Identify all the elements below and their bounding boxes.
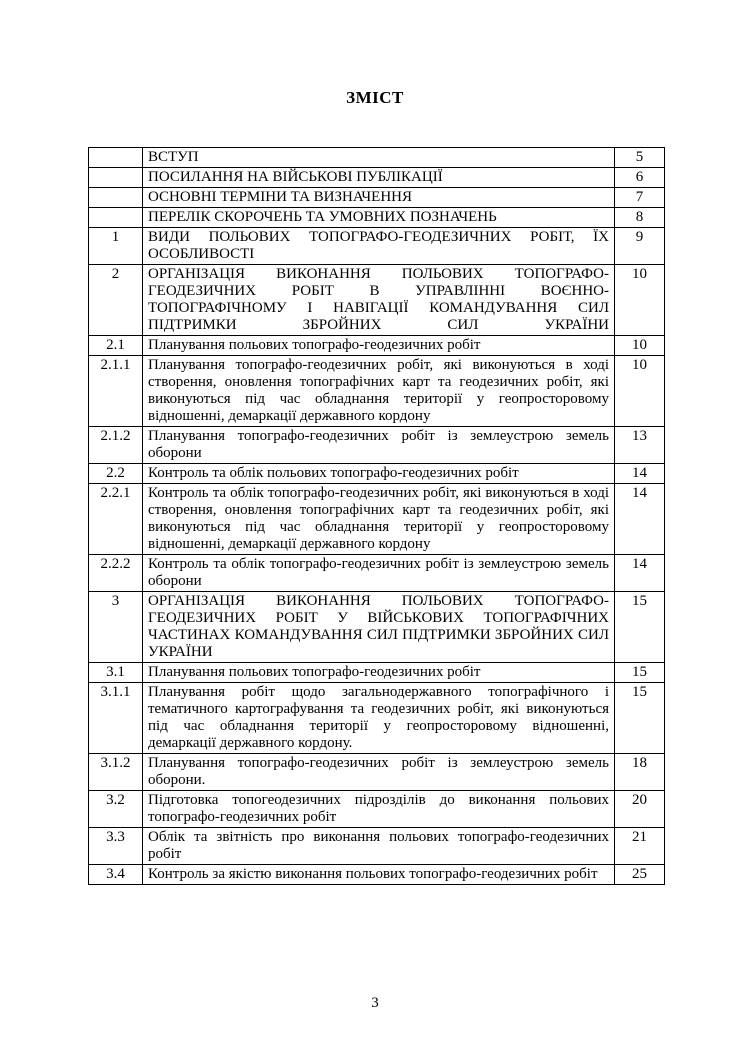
toc-row (89, 427, 665, 464)
toc-number: 2.2 (89, 464, 143, 484)
toc-number: 2.1 (89, 336, 143, 356)
toc-title: Облік та звітність про виконання польових топографо-геодезичних робіт (143, 828, 615, 865)
toc-row (89, 188, 665, 208)
toc-row (89, 265, 665, 336)
toc-number: 2.1.2 (89, 427, 143, 464)
toc-title: Контроль за якістю виконання польових топографо-геодезичних робіт (143, 865, 615, 885)
page-title: ЗМІСТ (346, 88, 404, 107)
toc-title: ПОСИЛАННЯ НА ВІЙСЬКОВІ ПУБЛІКАЦІЇ (143, 168, 615, 188)
toc-row (89, 336, 665, 356)
toc-row (89, 356, 665, 427)
toc-title: ВИДИ ПОЛЬОВИХ ТОПОГРАФО-ГЕОДЕЗИЧНИХ РОБІТ, ЇХ ОСОБЛИВОСТІ (143, 228, 615, 265)
toc-number (89, 188, 143, 208)
table-of-contents (88, 147, 665, 885)
toc-title: Контроль та облік польових топографо-геодезичних робіт (143, 464, 615, 484)
toc-number: 3.1.2 (89, 754, 143, 791)
toc-row (89, 208, 665, 228)
toc-title: ОСНОВНІ ТЕРМІНИ ТА ВИЗНАЧЕННЯ (143, 188, 615, 208)
toc-page: 7 (615, 188, 665, 208)
toc-number (89, 168, 143, 188)
toc-page: 6 (615, 168, 665, 188)
toc-page: 10 (615, 356, 665, 427)
toc-number: 3.3 (89, 828, 143, 865)
toc-title: Підготовка топогеодезичних підрозділів до виконання польових топографо-геодезичних робіт (143, 791, 615, 828)
toc-row (89, 555, 665, 592)
toc-row (89, 592, 665, 663)
toc-page: 15 (615, 683, 665, 754)
toc-title: ОРГАНІЗАЦІЯ ВИКОНАННЯ ПОЛЬОВИХ ТОПОГРАФО-ГЕОДЕЗИЧНИХ РОБІТ В УПРАВЛІННІ ВОЄННО-ТОПОГРАФІЧНОМУ І НАВІГАЦІЇ КОМАНДУВАННЯ СИЛ ПІДТРИМКИ ЗБРОЙНИХ СИЛ УКРАЇНИ (143, 265, 615, 336)
toc-row (89, 683, 665, 754)
toc-page: 10 (615, 336, 665, 356)
toc-number: 1 (89, 228, 143, 265)
toc-row (89, 148, 665, 168)
toc-title: Планування топографо-геодезичних робіт, які виконуються в ході створення, оновлення топографічних карт та геодезичних робіт, які виконуються під час обладнання території у геопросторовому відношенні, демаркації державного кордону (143, 356, 615, 427)
toc-title: Контроль та облік топографо-геодезичних робіт, які виконуються в ході створення, оновлення топографічних карт та геодезичних робіт, які виконуються під час обладнання території у геопросторовому відношенні, демаркації державного кордону (143, 484, 615, 555)
toc-row (89, 168, 665, 188)
toc-page: 20 (615, 791, 665, 828)
toc-title: Планування робіт щодо загальнодержавного топографічного і тематичного картографування та геодезичних робіт, які виконуються під час обладнання території у геопросторовому відношенні, демаркації державного кордону. (143, 683, 615, 754)
toc-title: Контроль та облік топографо-геодезичних робіт із землеустрою земель оборони (143, 555, 615, 592)
toc-number (89, 148, 143, 168)
toc-row (89, 663, 665, 683)
toc-row (89, 791, 665, 828)
toc-number: 3.4 (89, 865, 143, 885)
toc-title: ОРГАНІЗАЦІЯ ВИКОНАННЯ ПОЛЬОВИХ ТОПОГРАФО-ГЕОДЕЗИЧНИХ РОБІТ У ВІЙСЬКОВИХ ТОПОГРАФІЧНИХ ЧАСТИНАХ КОМАНДУВАННЯ СИЛ ПІДТРИМКИ ЗБРОЙНИХ СИЛ УКРАЇНИ (143, 592, 615, 663)
toc-number: 2.2.2 (89, 555, 143, 592)
toc-row (89, 754, 665, 791)
toc-page: 15 (615, 592, 665, 663)
toc-row (89, 464, 665, 484)
toc-page: 14 (615, 464, 665, 484)
toc-page: 25 (615, 865, 665, 885)
toc-title: Планування польових топографо-геодезичних робіт (143, 336, 615, 356)
toc-page: 18 (615, 754, 665, 791)
toc-page: 14 (615, 484, 665, 555)
toc-page: 8 (615, 208, 665, 228)
toc-number: 3.2 (89, 791, 143, 828)
toc-row (89, 228, 665, 265)
toc-page: 13 (615, 427, 665, 464)
page-number: 3 (371, 995, 379, 1011)
toc-page: 21 (615, 828, 665, 865)
toc-page: 14 (615, 555, 665, 592)
toc-page: 10 (615, 265, 665, 336)
toc-number (89, 208, 143, 228)
toc-title: Планування польових топографо-геодезичних робіт (143, 663, 615, 683)
toc-number: 3.1 (89, 663, 143, 683)
toc-number: 3.1.1 (89, 683, 143, 754)
toc-title: Планування топографо-геодезичних робіт із землеустрою земель оборони. (143, 754, 615, 791)
toc-row (89, 828, 665, 865)
toc-number: 2.2.1 (89, 484, 143, 555)
toc-page: 15 (615, 663, 665, 683)
toc-page: 5 (615, 148, 665, 168)
toc-number: 2 (89, 265, 143, 336)
toc-page: 9 (615, 228, 665, 265)
toc-row (89, 865, 665, 885)
toc-title: Планування топографо-геодезичних робіт із землеустрою земель оборони (143, 427, 615, 464)
toc-number: 2.1.1 (89, 356, 143, 427)
toc-number: 3 (89, 592, 143, 663)
toc-title: ВСТУП (143, 148, 615, 168)
toc-title: ПЕРЕЛІК СКОРОЧЕНЬ ТА УМОВНИХ ПОЗНАЧЕНЬ (143, 208, 615, 228)
toc-row (89, 484, 665, 555)
